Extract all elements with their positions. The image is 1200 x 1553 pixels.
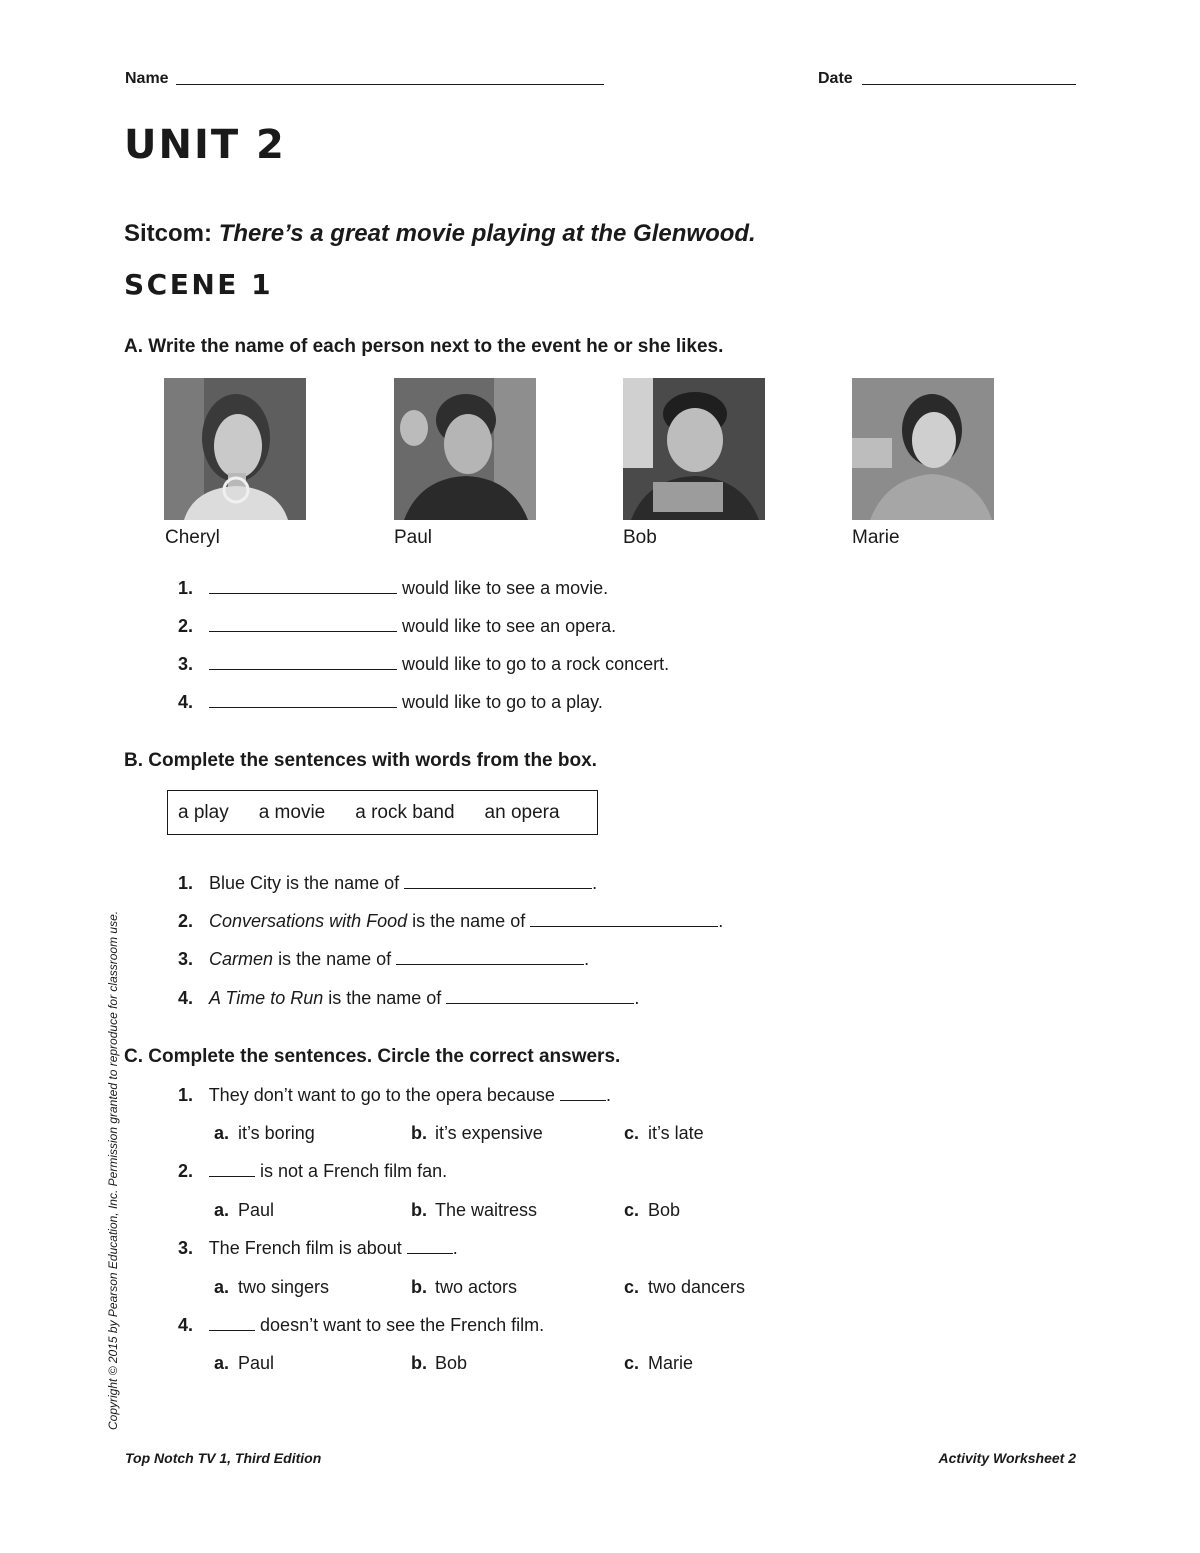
answer-blank[interactable]	[446, 1002, 634, 1004]
item-number: 3.	[178, 654, 194, 674]
item-number: 4.	[178, 988, 194, 1008]
question	[178, 1238, 458, 1259]
item-text: is the name of	[328, 988, 442, 1008]
question	[178, 1161, 447, 1182]
list-item	[178, 988, 639, 1009]
caption-bob: Bob	[623, 527, 657, 548]
list-item	[178, 911, 723, 932]
list-item	[178, 654, 669, 675]
list-item	[178, 692, 603, 713]
question-number: 3.	[178, 1238, 194, 1258]
section-c-text: Complete the sentences. Circle the correct answers.	[148, 1046, 621, 1067]
copyright-notice: Copyright © 2015 by Pearson Education, Inc. Permission granted to reproduce for classroom use.	[106, 910, 120, 1430]
photo-marie	[852, 378, 994, 520]
photo-paul	[394, 378, 536, 520]
answer-blank[interactable]	[530, 925, 718, 927]
item-title: A Time to Run	[209, 988, 324, 1008]
option-c[interactable]: c. it’s late	[624, 1123, 704, 1143]
date-field[interactable]	[862, 84, 1076, 85]
date-label: Date	[818, 70, 853, 87]
option-a[interactable]: a. it’s boring	[214, 1123, 315, 1143]
item-text: Blue City is the name of	[209, 873, 400, 893]
word-box-item: a rock band	[355, 801, 455, 823]
answer-blank[interactable]	[404, 887, 592, 889]
section-c-letter: C.	[124, 1046, 143, 1067]
list-item	[178, 578, 608, 599]
question-after: is not a French film fan.	[260, 1161, 448, 1181]
word-box	[167, 790, 598, 835]
answer-blank[interactable]	[209, 1175, 255, 1177]
item-text: would like to see an opera.	[402, 616, 617, 636]
item-number: 1.	[178, 873, 194, 893]
question-after: .	[605, 1085, 611, 1105]
item-title: Conversations with Food	[209, 911, 408, 931]
answer-blank[interactable]	[407, 1252, 453, 1254]
man-portrait-icon	[623, 378, 765, 520]
item-end: .	[584, 949, 590, 969]
option-a[interactable]: a. Paul	[214, 1353, 275, 1373]
item-end: .	[634, 988, 640, 1008]
answer-blank[interactable]	[209, 630, 397, 632]
name-label: Name	[125, 70, 169, 87]
question-before: The French film is about	[208, 1238, 402, 1258]
item-number: 2.	[178, 616, 194, 636]
option-c[interactable]: c. Marie	[624, 1353, 694, 1373]
option-b[interactable]: b. it’s expensive	[411, 1123, 543, 1143]
word-box-item: an opera	[484, 801, 560, 823]
caption-cheryl: Cheryl	[165, 527, 220, 548]
photo-bob	[623, 378, 765, 520]
question-number: 4.	[178, 1315, 194, 1335]
item-number: 4.	[178, 692, 194, 712]
caption-paul: Paul	[394, 527, 433, 548]
section-c-instruction	[124, 1046, 620, 1068]
item-text: would like to go to a rock concert.	[402, 654, 670, 674]
man-portrait-icon	[394, 378, 536, 520]
section-a-instruction	[124, 336, 723, 358]
sitcom-heading	[124, 220, 756, 248]
item-text: is the name of	[412, 911, 526, 931]
item-title: Carmen	[209, 949, 274, 969]
sitcom-title: There’s a great movie playing at the Glenwood.	[218, 220, 756, 247]
question-before: They don’t want to go to the opera because	[208, 1085, 555, 1105]
option-c[interactable]: c. two dancers	[624, 1277, 746, 1297]
answer-blank[interactable]	[209, 706, 397, 708]
item-number: 1.	[178, 578, 194, 598]
list-item	[178, 949, 589, 970]
item-number: 3.	[178, 949, 194, 969]
woman-portrait-icon	[164, 378, 306, 520]
answer-blank[interactable]	[209, 668, 397, 670]
section-a-letter: A.	[124, 336, 143, 357]
option-a[interactable]: a. two singers	[214, 1277, 330, 1297]
woman-portrait-icon	[852, 378, 994, 520]
answer-blank[interactable]	[396, 963, 584, 965]
footer-right: Activity Worksheet 2	[938, 1450, 1076, 1466]
option-b[interactable]: b. The waitress	[411, 1200, 538, 1220]
option-a[interactable]: a. Paul	[214, 1200, 275, 1220]
question	[178, 1315, 544, 1336]
item-text: would like to go to a play.	[402, 692, 603, 712]
word-box-item: a play	[178, 801, 229, 823]
section-b-text: Complete the sentences with words from the box.	[148, 750, 597, 771]
question-number: 1.	[178, 1085, 194, 1105]
option-c[interactable]: c. Bob	[624, 1200, 681, 1220]
item-number: 2.	[178, 911, 194, 931]
list-item	[178, 616, 616, 637]
unit-title: UNIT 2	[124, 122, 286, 168]
section-b-letter: B.	[124, 750, 143, 771]
section-b-instruction	[124, 750, 597, 772]
answer-blank[interactable]	[560, 1099, 606, 1101]
question-after: doesn’t want to see the French film.	[260, 1315, 545, 1335]
footer-left: Top Notch TV 1, Third Edition	[125, 1450, 322, 1466]
question-after: .	[452, 1238, 458, 1258]
answer-blank[interactable]	[209, 1329, 255, 1331]
section-a-text: Write the name of each person next to the event he or she likes.	[148, 336, 724, 357]
caption-marie: Marie	[852, 527, 900, 548]
item-text: would like to see a movie.	[402, 578, 609, 598]
item-text: is the name of	[278, 949, 392, 969]
item-end: .	[718, 911, 724, 931]
photo-cheryl	[164, 378, 306, 520]
question	[178, 1085, 611, 1106]
option-b[interactable]: b. two actors	[411, 1277, 518, 1297]
sitcom-prefix: Sitcom:	[124, 220, 213, 247]
scene-title: SCENE 1	[124, 268, 274, 301]
item-end: .	[592, 873, 598, 893]
name-field[interactable]	[176, 84, 604, 85]
list-item	[178, 873, 597, 894]
question-number: 2.	[178, 1161, 194, 1181]
option-b[interactable]: b. Bob	[411, 1353, 468, 1373]
answer-blank[interactable]	[209, 592, 397, 594]
word-box-item: a movie	[258, 801, 326, 823]
